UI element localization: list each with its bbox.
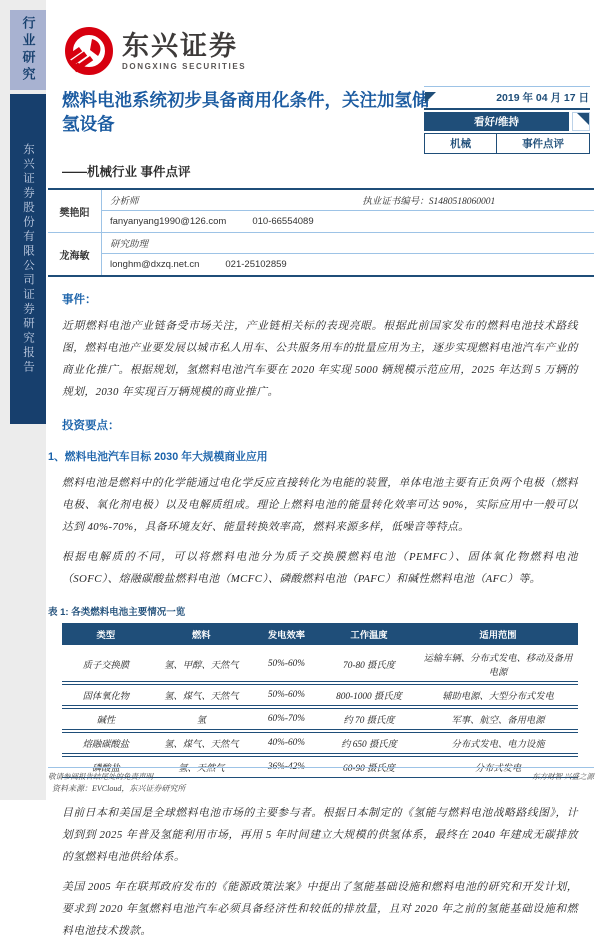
- analyst-role: 研究助理: [110, 240, 149, 250]
- cell: 熔融碳酸盐: [62, 732, 150, 754]
- header-row: [62, 88, 589, 156]
- analyst-name: 龙海敏: [48, 233, 102, 275]
- section1-para1: 燃料电池是燃料中的化学能通过电化学反应直接转化为电能的装置，单体电池主要有正负两个电极（燃料电极、氧化剂电极）以及电解质组成。理论上燃料电池的能量转化效率可达 90%，实际应用中一般可以达到 40%-70%，具备环境友好、能量转换效率高，燃料来源多样，低噪音等特点。: [62, 477, 578, 533]
- table-row: [62, 684, 578, 706]
- analyst-row: [48, 190, 594, 232]
- report-date: 2019 年 04 月 17 日: [496, 92, 589, 104]
- cell: 磷酸盐: [62, 756, 150, 778]
- cell: 分布式发电: [418, 756, 578, 778]
- analyst-contact-row: [102, 254, 594, 275]
- cell: 50%-60%: [253, 647, 320, 682]
- analyst-role-row: [102, 190, 594, 211]
- analyst-table: [48, 188, 594, 277]
- cell: 质子交换膜: [62, 647, 150, 682]
- cell: 60%-70%: [253, 708, 320, 730]
- dongxing-logo-icon: [62, 26, 114, 78]
- tag-row: [424, 133, 590, 154]
- col-header: 工作温度: [320, 623, 418, 645]
- japan-para: 目前日本和美国是全球燃料电池市场的主要参与者。根据日本制定的《氢能与燃料电池战略路线图》，计划到到 2025 年普及氢能利用市场，再用 5 年时间建立大规模的供氢体系，最终在 2040 年建成无碳排放的氢燃料电池供给体系。: [62, 807, 578, 863]
- company-report-label: 东兴证券股份有限公司证券研究报告: [22, 143, 34, 375]
- cell: 60-90 摄氏度: [320, 756, 418, 778]
- brand-name-cn: 东兴证券: [122, 31, 238, 61]
- industry-research-label: 行业研究: [20, 16, 36, 84]
- analyst-cert: 执业证书编号：S1480518060001: [362, 197, 496, 207]
- analyst-email: longhm@dxzq.net.cn: [110, 259, 200, 270]
- cell: 运输车辆、分布式发电、移动及备用电源: [418, 647, 578, 682]
- cell: 碱性: [62, 708, 150, 730]
- footer-slogan: 东方财智 兴盛之源: [532, 772, 594, 781]
- analyst-phone: 010-66554089: [252, 216, 314, 227]
- industry-tag: 机械: [425, 134, 497, 153]
- event-body: 近期燃料电池产业链备受市场关注，产业链相关标的表现亮眼。根据此前国家发布的燃料电池技术路线图，燃料电池产业要发展以城市私人用车、公共服务用车的批量应用为主，逐步实现燃料电池汽车产业的商业化推广。根据规划，氢燃料电池汽车要在 2020 年实现 5000 辆规模示范应用，2025 年达到 5 万辆的规划，2030 年实现百万辆规模的商业推广。: [62, 320, 578, 398]
- fuel-cell-table: [62, 621, 578, 780]
- col-header: 燃料: [150, 623, 253, 645]
- brand-header: [62, 26, 578, 78]
- cell: 军事、航空、备用电源: [418, 708, 578, 730]
- page-footer: [48, 767, 594, 782]
- section1-para2: 根据电解质的不同，可以将燃料电池分为质子交换膜燃料电池（PEMFC）、固体氧化物燃料电池（SOFC）、熔融碳酸盐燃料电池（MCFC）、磷酸燃料电池（PAFC）和碱性燃料电池（AFC）等。: [62, 551, 578, 585]
- company-report-tag: [10, 94, 46, 424]
- brand-name-en: DONGXING SECURITIES: [122, 62, 247, 71]
- table-row: [62, 708, 578, 730]
- cell: 氢、煤气、天然气: [150, 732, 253, 754]
- points-heading: 投资要点：: [62, 420, 120, 432]
- left-margin-strip: [0, 0, 46, 800]
- analyst-detail: [102, 190, 594, 232]
- cell: 约 70 摄氏度: [320, 708, 418, 730]
- cell: 约 650 摄氏度: [320, 732, 418, 754]
- table-row: [62, 732, 578, 754]
- brand-wordmark: [122, 33, 246, 71]
- footer-disclaimer: 敬请参阅报告结尾处的免责声明: [48, 772, 153, 781]
- event-heading: 事件：: [62, 294, 97, 306]
- cell: 50%-60%: [253, 684, 320, 706]
- cell: 氢、甲醇、天然气: [150, 647, 253, 682]
- rating-badge: 看好/维持: [424, 112, 569, 131]
- cell: 氢、天然气: [150, 756, 253, 778]
- analyst-name: 樊艳阳: [48, 190, 102, 232]
- report-date-row: [424, 86, 590, 110]
- cell: 分布式发电、电力设施: [418, 732, 578, 754]
- cell: 氢、煤气、天然气: [150, 684, 253, 706]
- table-row: [62, 647, 578, 682]
- table-header-row: [62, 623, 578, 645]
- section1-title: 1、燃料电池汽车目标 2030 年大规模商业应用: [48, 451, 268, 463]
- page-title: 燃料电池系统初步具备商用化条件，关注加氢储氢设备: [62, 90, 430, 135]
- rating-row: [424, 112, 590, 131]
- analyst-detail: [102, 233, 594, 275]
- analyst-contact-row: [102, 211, 594, 232]
- report-content: [46, 0, 600, 937]
- table1-source: 资料来源：EVCloud，东兴证券研究所: [52, 784, 186, 793]
- analyst-role: 分析师: [110, 197, 139, 207]
- industry-research-tag: [10, 10, 46, 90]
- cell: 40%-60%: [253, 732, 320, 754]
- col-header: 发电效率: [253, 623, 320, 645]
- cell: 70-80 摄氏度: [320, 647, 418, 682]
- analyst-row: [48, 232, 594, 275]
- cell: 800-1000 摄氏度: [320, 684, 418, 706]
- analyst-role-row: [102, 233, 594, 254]
- cell: 36%-42%: [253, 756, 320, 778]
- cell: 辅助电源、大型分布式发电: [418, 684, 578, 706]
- flag-triangle-icon: [577, 113, 589, 125]
- report-subtitle: ——机械行业 事件点评: [62, 165, 191, 179]
- col-header: 适用范围: [418, 623, 578, 645]
- analyst-email: fanyanyang1990@126.com: [110, 216, 227, 227]
- report-type-tag: 事件点评: [522, 138, 565, 150]
- col-header: 类型: [62, 623, 150, 645]
- cell: 固体氧化物: [62, 684, 150, 706]
- table1-caption: 表 1: 各类燃料电池主要情况一览: [48, 607, 186, 618]
- corner-triangle-icon: [425, 92, 436, 103]
- report-info-box: [424, 86, 590, 154]
- cell: 氢: [150, 708, 253, 730]
- analyst-phone: 021-25102859: [225, 259, 287, 270]
- flag-box: [572, 112, 590, 131]
- usa-para: 美国 2005 年在联邦政府发布的《能源政策法案》中提出了氢能基础设施和燃料电池的研究和开发计划，要求到 2020 年氢燃料电池汽车必须具备经济性和较低的排放量，且对 2020 年之前的氢能基础设施和燃料电池技术拨款。: [62, 881, 578, 937]
